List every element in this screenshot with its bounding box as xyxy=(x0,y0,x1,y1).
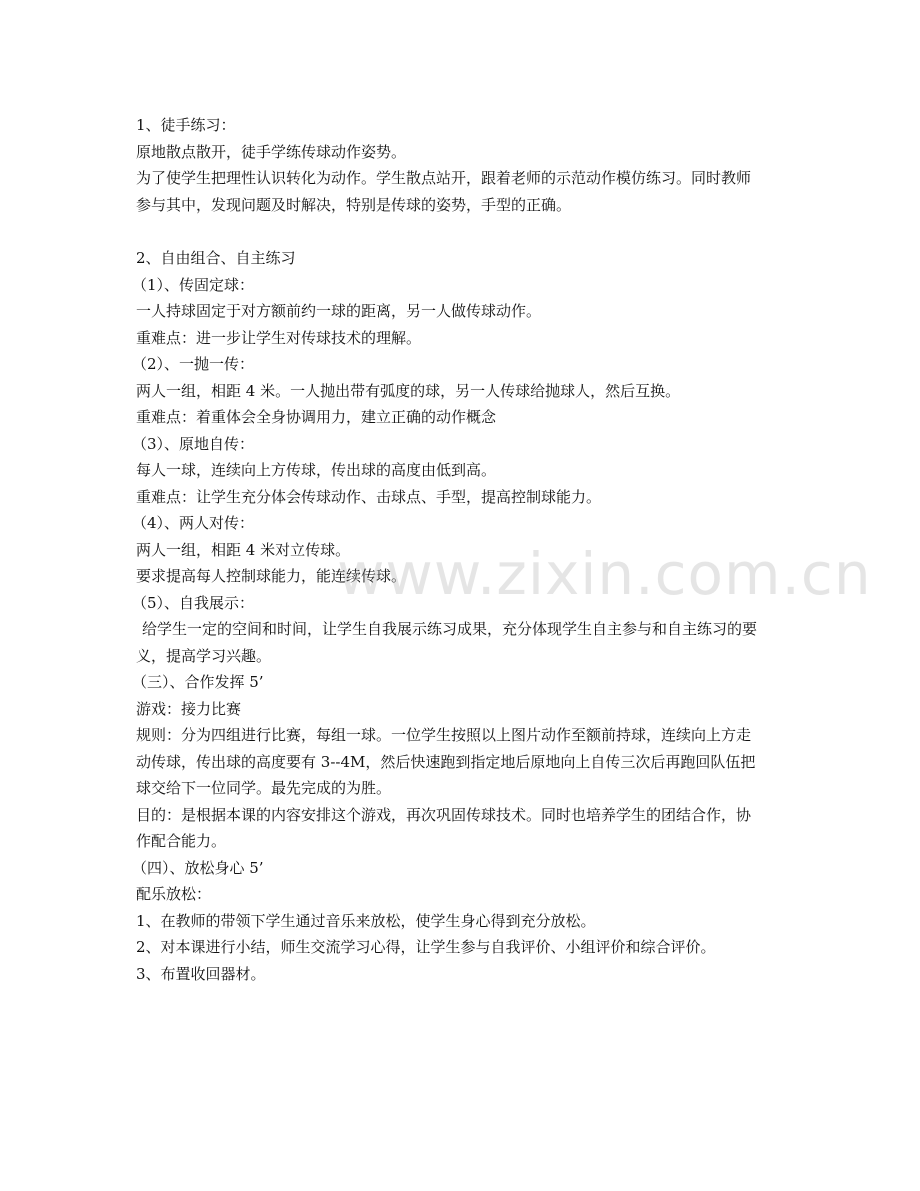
text-line: 给学生一定的空间和时间，让学生自我展示练习成果，充分体现学生自主参与和自主练习的要 xyxy=(142,620,758,638)
text-line: 作配合能力。 xyxy=(136,832,227,850)
text-line: 要求提高每人控制球能力，能连续传球。 xyxy=(136,567,407,585)
text-line: 两人一组，相距 4 米对立传球。 xyxy=(136,540,351,559)
text-line: 游戏：接力比赛 xyxy=(136,699,242,718)
text-line: 重难点：让学生充分体会传球动作、击球点、手型，提高控制球能力。 xyxy=(136,487,602,506)
text-line: 义，提高学习兴趣。 xyxy=(136,646,272,665)
text-line: 每人一球，连续向上方传球，传出球的高度由低到高。 xyxy=(136,461,497,479)
text-line: 2、对本课进行小结，师生交流学习心得，让学生参与自我评价、小组评价和综合评价。 xyxy=(136,938,716,956)
text-line: 3、布置收回器材。 xyxy=(136,964,266,983)
section-heading: （四）、放松身心 5’ xyxy=(132,858,264,877)
text-line: 两人一组，相距 4 米。一人抛出带有弧度的球，另一人传球给抛球人，然后互换。 xyxy=(136,381,681,400)
text-line: 一人持球固定于对方额前约一球的距离，另一人做传球动作。 xyxy=(136,302,542,320)
subsection-heading: （1）、传固定球： xyxy=(132,275,255,294)
text-line: 配乐放松： xyxy=(136,885,212,903)
subsection-heading: （3）、原地自传： xyxy=(132,434,255,453)
blank-line xyxy=(136,218,786,245)
text-line: 原地散点散开，徒手学练传球动作姿势。 xyxy=(136,142,407,161)
text-line: 球交给下一位同学。最先完成的为胜。 xyxy=(136,779,392,797)
watermark: www.zixin.com.cn xyxy=(337,540,872,608)
text-line: 参与其中，发现问题及时解决，特别是传球的姿势，手型的正确。 xyxy=(136,195,572,214)
text-line: 重难点：进一步让学生对传球技术的理解。 xyxy=(136,328,422,347)
text-line: 规则：分为四组进行比赛，每组一球。一位学生按照以上图片动作至额前持球，连续向上方走 xyxy=(136,726,752,744)
text-line: 1、在教师的带领下学生通过音乐来放松，使学生身心得到充分放松。 xyxy=(136,911,596,930)
section-heading: （三）、合作发挥 5’ xyxy=(132,673,264,691)
text-line: 动传球，传出球的高度要有 3--4M，然后快速跑到指定地后原地向上自传三次后再跑回队伍把 xyxy=(136,752,756,771)
subsection-heading: （4）、两人对传： xyxy=(132,514,255,532)
document-body xyxy=(132,112,786,987)
text-line: 目的：是根据本课的内容安排这个游戏，再次巩固传球技术。同时也培养学生的团结合作，协 xyxy=(136,805,752,824)
text-line: 1、徒手练习： xyxy=(136,116,236,134)
text-line: 重难点：着重体会全身协调用力，建立正确的动作概念 xyxy=(136,408,497,426)
section-heading: 2、自由组合、自主练习 xyxy=(136,249,296,267)
subsection-heading: （2）、一抛一传： xyxy=(132,355,255,373)
subsection-heading: （5）、自我展示： xyxy=(132,593,255,612)
text-line: 为了使学生把理性认识转化为动作。学生散点站开，跟着老师的示范动作模仿练习。同时教师 xyxy=(136,169,752,187)
